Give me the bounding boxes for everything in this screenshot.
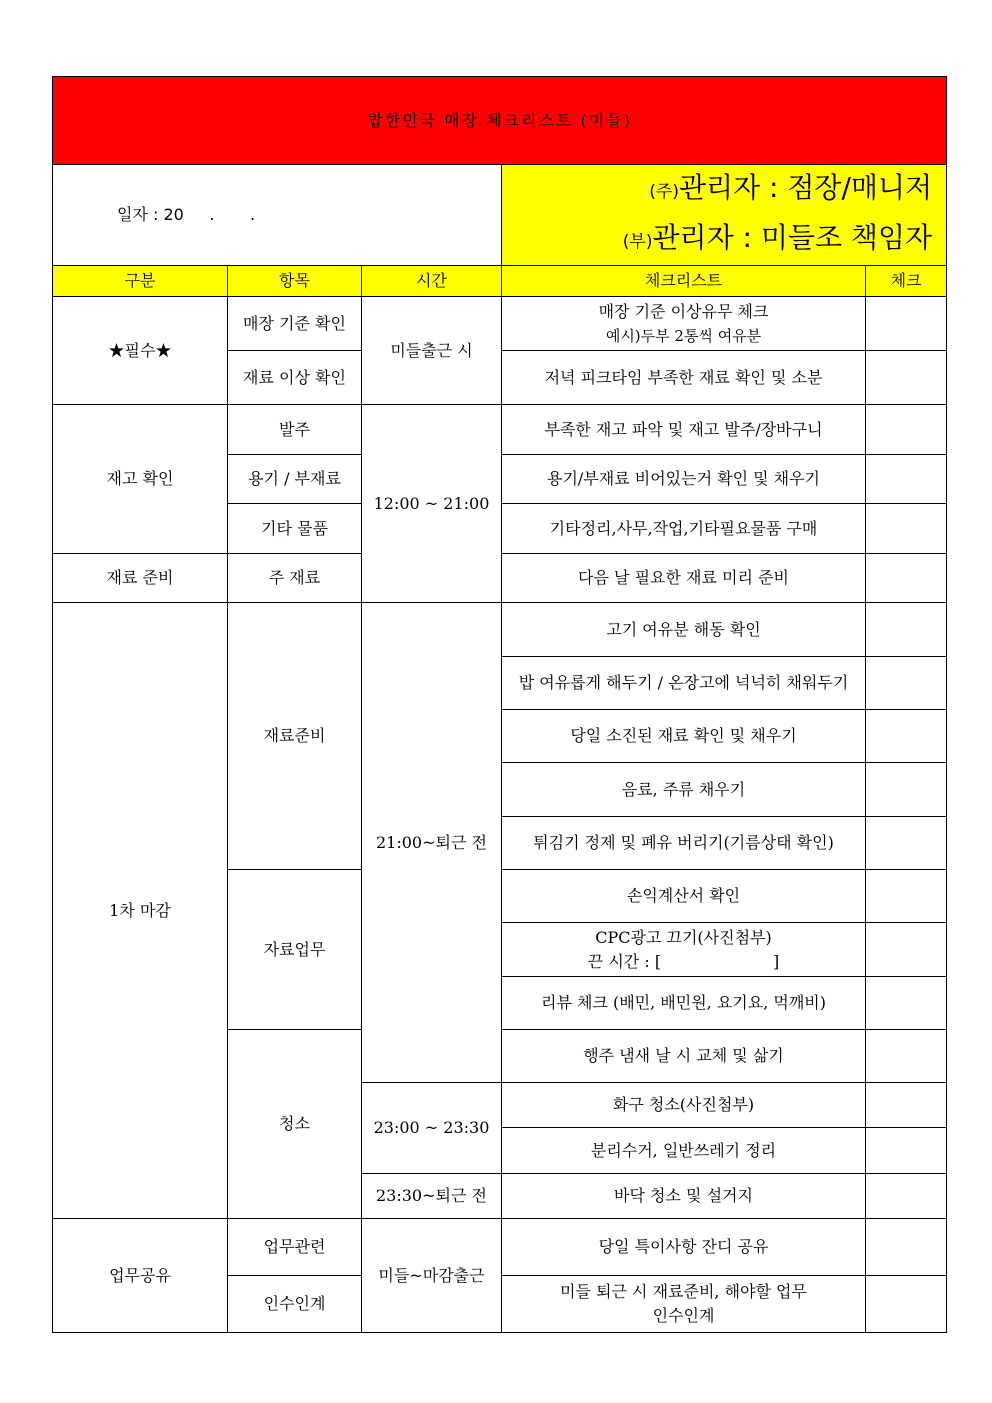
manager-box <box>502 165 947 266</box>
time-clean-1: 23:00 ~ 23:30 <box>362 1083 502 1174</box>
check-cell[interactable] <box>866 710 947 763</box>
item-main-ingredient: 주 재료 <box>228 554 362 603</box>
check-cell[interactable] <box>866 657 947 710</box>
item-closing-clean: 청소 <box>228 1030 362 1219</box>
task-recycling: 분리수거, 일반쓰레기 정리 <box>502 1128 866 1174</box>
check-cell[interactable] <box>866 870 947 923</box>
time-stock: 12:00 ~ 21:00 <box>362 405 502 603</box>
check-cell[interactable] <box>866 405 947 455</box>
task-review-check: 리뷰 체크 (배민, 배민원, 요기요, 먹깨비) <box>502 977 866 1030</box>
check-cell[interactable] <box>866 817 947 870</box>
item-closing-prep: 재료준비 <box>228 603 362 870</box>
category-prep: 재료 준비 <box>53 554 228 603</box>
task-containers: 용기/부재료 비어있는거 확인 및 채우기 <box>502 455 866 504</box>
item-closing-docs: 자료업무 <box>228 870 362 1030</box>
check-cell[interactable] <box>866 1030 947 1083</box>
header-checklist: 체크리스트 <box>502 266 866 297</box>
check-cell[interactable] <box>866 977 947 1030</box>
item-handover: 인수인계 <box>228 1276 362 1333</box>
header-item: 항목 <box>228 266 362 297</box>
category-closing: 1차 마감 <box>53 603 228 1219</box>
time-share: 미들~마감출근 <box>362 1219 502 1333</box>
check-cell[interactable] <box>866 1128 947 1174</box>
item-store-standard: 매장 기준 확인 <box>228 297 362 351</box>
category-share: 업무공유 <box>53 1219 228 1333</box>
check-cell[interactable] <box>866 1174 947 1219</box>
task-refill-ingredients: 당일 소진된 재료 확인 및 채우기 <box>502 710 866 763</box>
task-store-standard: 매장 기준 이상유무 체크 예시)두부 2통씩 여유분 <box>502 297 866 351</box>
task-misc: 기타정리,사무,작업,기타필요물품 구매 <box>502 504 866 554</box>
page-title: 밥한민국 매장 체크리스트 (미들) <box>53 77 947 165</box>
task-floor-dishes: 바닥 청소 및 설거지 <box>502 1174 866 1219</box>
category-stock: 재고 확인 <box>53 405 228 554</box>
check-cell[interactable] <box>866 554 947 603</box>
task-fryer: 튀김기 정제 및 폐유 버리기(기름상태 확인) <box>502 817 866 870</box>
time-required: 미들출근 시 <box>362 297 502 405</box>
check-cell[interactable] <box>866 1219 947 1276</box>
task-thaw-meat: 고기 여유분 해동 확인 <box>502 603 866 657</box>
task-next-day-prep: 다음 날 필요한 재료 미리 준비 <box>502 554 866 603</box>
task-burner-clean: 화구 청소(사진첨부) <box>502 1083 866 1128</box>
time-clean-2: 23:30~퇴근 전 <box>362 1174 502 1219</box>
header-category: 구분 <box>53 266 228 297</box>
date-label: 일자 : 20 <box>117 205 184 224</box>
task-rice: 밥 여유롭게 해두기 / 온장고에 넉넉히 채워두기 <box>502 657 866 710</box>
task-cpc-ads: CPC광고 끄기(사진첨부) 끈 시간 : [ ] <box>502 923 866 977</box>
item-ingredient-check: 재료 이상 확인 <box>228 351 362 405</box>
header-check: 체크 <box>866 266 947 297</box>
task-jandi-share: 당일 특이사항 잔디 공유 <box>502 1219 866 1276</box>
primary-manager: (주)관리자 : 점장/매니저 <box>649 171 933 204</box>
date-field[interactable] <box>53 165 502 266</box>
checklist-table <box>52 76 947 1333</box>
date-placeholder: . . <box>183 205 256 224</box>
check-cell[interactable] <box>866 1276 947 1333</box>
check-cell[interactable] <box>866 297 947 351</box>
task-peak-ingredients: 저녁 피크타임 부족한 재료 확인 및 소분 <box>502 351 866 405</box>
item-order: 발주 <box>228 405 362 455</box>
task-drinks: 음료, 주류 채우기 <box>502 763 866 817</box>
secondary-manager: (부)관리자 : 미들조 책임자 <box>622 221 933 254</box>
check-cell[interactable] <box>866 504 947 554</box>
check-cell[interactable] <box>866 763 947 817</box>
item-misc: 기타 물품 <box>228 504 362 554</box>
time-closing: 21:00~퇴근 전 <box>362 603 502 1083</box>
task-handover: 미들 퇴근 시 재료준비, 해야할 업무 인수인계 <box>502 1276 866 1333</box>
check-cell[interactable] <box>866 603 947 657</box>
category-required: ★필수★ <box>53 297 228 405</box>
check-cell[interactable] <box>866 1083 947 1128</box>
task-profit-statement: 손익계산서 확인 <box>502 870 866 923</box>
item-work-related: 업무관련 <box>228 1219 362 1276</box>
header-time: 시간 <box>362 266 502 297</box>
task-dishcloth: 행주 냄새 날 시 교체 및 삶기 <box>502 1030 866 1083</box>
check-cell[interactable] <box>866 455 947 504</box>
task-order: 부족한 재고 파악 및 재고 발주/장바구니 <box>502 405 866 455</box>
item-containers: 용기 / 부재료 <box>228 455 362 504</box>
check-cell[interactable] <box>866 351 947 405</box>
check-cell[interactable] <box>866 923 947 977</box>
